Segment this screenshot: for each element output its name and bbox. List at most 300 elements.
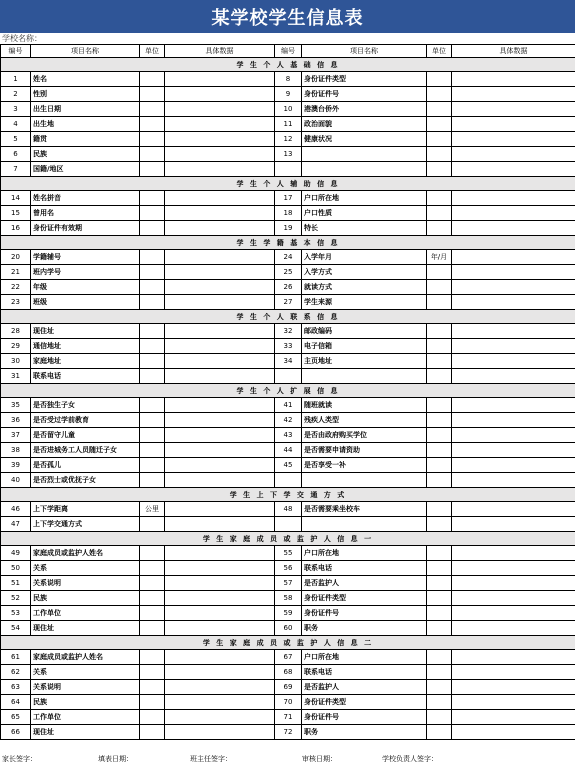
item-name: 出生地 xyxy=(31,117,140,132)
table-row xyxy=(1,369,575,384)
item-name: 曾用名 xyxy=(31,206,140,221)
table-row xyxy=(1,295,575,310)
item-name: 年级 xyxy=(31,280,140,295)
item-name: 通信地址 xyxy=(31,339,140,354)
item-value-cell[interactable] xyxy=(165,369,275,384)
item-number: 40 xyxy=(1,473,31,488)
item-value-cell[interactable] xyxy=(165,650,275,665)
parent-signature-label: 家长签字： xyxy=(2,755,37,763)
item-unit xyxy=(427,191,452,206)
item-name: 是否享受一补 xyxy=(302,458,427,473)
item-unit xyxy=(427,221,452,236)
item-value-cell[interactable] xyxy=(165,458,275,473)
table-row xyxy=(1,147,575,162)
header-item: 项目名称 xyxy=(302,45,427,58)
item-name: 上下学距离 xyxy=(31,502,140,517)
item-name: 职务 xyxy=(302,725,427,740)
item-name: 现住址 xyxy=(31,324,140,339)
item-name: 民族 xyxy=(31,695,140,710)
item-name: 家庭地址 xyxy=(31,354,140,369)
table-row xyxy=(1,265,575,280)
table-row xyxy=(1,102,575,117)
item-number xyxy=(275,473,302,488)
table-row xyxy=(1,710,575,725)
item-value-cell[interactable] xyxy=(452,443,575,458)
item-number: 8 xyxy=(275,72,302,87)
item-value-cell[interactable] xyxy=(452,695,575,710)
item-unit xyxy=(427,576,452,591)
item-unit xyxy=(427,473,452,488)
item-name: 邮政编码 xyxy=(302,324,427,339)
item-unit xyxy=(140,339,165,354)
item-number: 35 xyxy=(1,398,31,413)
item-value-cell[interactable] xyxy=(452,147,575,162)
item-unit xyxy=(140,265,165,280)
item-name: 是否孤儿 xyxy=(31,458,140,473)
item-number: 29 xyxy=(1,339,31,354)
item-name: 随班就读 xyxy=(302,398,427,413)
item-value-cell[interactable] xyxy=(165,473,275,488)
item-name: 工作单位 xyxy=(31,606,140,621)
item-number: 47 xyxy=(1,517,31,532)
item-number: 28 xyxy=(1,324,31,339)
table-row xyxy=(1,725,575,740)
item-unit xyxy=(140,561,165,576)
item-unit xyxy=(427,458,452,473)
item-value-cell[interactable] xyxy=(165,354,275,369)
item-value-cell[interactable] xyxy=(165,265,275,280)
item-name: 籍贯 xyxy=(31,132,140,147)
item-number: 3 xyxy=(1,102,31,117)
item-unit xyxy=(427,339,452,354)
item-value-cell[interactable] xyxy=(165,191,275,206)
item-value-cell[interactable] xyxy=(165,695,275,710)
item-unit xyxy=(427,443,452,458)
table-row xyxy=(1,250,575,265)
item-name xyxy=(302,369,427,384)
section-header xyxy=(1,310,575,324)
item-unit xyxy=(427,695,452,710)
section-title: 学 生 个 人 基 础 信 息 xyxy=(1,58,575,72)
item-value-cell[interactable] xyxy=(452,102,575,117)
item-name: 户口所在地 xyxy=(302,191,427,206)
item-unit xyxy=(140,191,165,206)
item-name: 现住址 xyxy=(31,725,140,740)
item-number: 66 xyxy=(1,725,31,740)
item-value-cell[interactable] xyxy=(165,561,275,576)
item-unit xyxy=(427,117,452,132)
item-value-cell[interactable] xyxy=(452,665,575,680)
item-number: 54 xyxy=(1,621,31,636)
item-value-cell[interactable] xyxy=(165,72,275,87)
item-unit xyxy=(140,680,165,695)
section-header xyxy=(1,532,575,546)
item-name: 关系 xyxy=(31,665,140,680)
section-header xyxy=(1,177,575,191)
item-value-cell[interactable] xyxy=(165,502,275,517)
item-name: 关系说明 xyxy=(31,680,140,695)
table-row xyxy=(1,458,575,473)
item-unit xyxy=(140,147,165,162)
item-number: 34 xyxy=(275,354,302,369)
item-unit xyxy=(427,517,452,532)
item-value-cell[interactable] xyxy=(165,517,275,532)
item-value-cell[interactable] xyxy=(165,324,275,339)
header-unit: 单位 xyxy=(427,45,452,58)
item-value-cell[interactable] xyxy=(452,369,575,384)
item-value-cell[interactable] xyxy=(165,680,275,695)
item-number: 59 xyxy=(275,606,302,621)
item-value-cell[interactable] xyxy=(165,546,275,561)
item-value-cell[interactable] xyxy=(452,591,575,606)
item-number: 13 xyxy=(275,147,302,162)
item-number: 62 xyxy=(1,665,31,680)
item-value-cell[interactable] xyxy=(452,324,575,339)
item-number: 10 xyxy=(275,102,302,117)
section-header xyxy=(1,636,575,650)
table-row xyxy=(1,354,575,369)
item-number: 30 xyxy=(1,354,31,369)
item-unit xyxy=(427,72,452,87)
item-number: 56 xyxy=(275,561,302,576)
item-value-cell[interactable] xyxy=(165,295,275,310)
item-number xyxy=(275,162,302,177)
item-name: 是否进城务工人员随迁子女 xyxy=(31,443,140,458)
item-value-cell[interactable] xyxy=(165,162,275,177)
item-number xyxy=(275,369,302,384)
item-value-cell[interactable] xyxy=(165,339,275,354)
item-number: 11 xyxy=(275,117,302,132)
item-unit xyxy=(140,413,165,428)
item-value-cell[interactable] xyxy=(452,517,575,532)
item-name: 残疾人类型 xyxy=(302,413,427,428)
item-name: 工作单位 xyxy=(31,710,140,725)
teacher-signature-label: 班主任签字： xyxy=(190,755,232,763)
item-value-cell[interactable] xyxy=(452,117,575,132)
item-unit xyxy=(427,162,452,177)
item-unit xyxy=(427,413,452,428)
item-unit xyxy=(427,561,452,576)
item-number: 65 xyxy=(1,710,31,725)
table-row xyxy=(1,606,575,621)
section-title: 学 生 个 人 辅 助 信 息 xyxy=(1,177,575,191)
item-value-cell[interactable] xyxy=(165,725,275,740)
table-row xyxy=(1,324,575,339)
item-number: 25 xyxy=(275,265,302,280)
item-number: 41 xyxy=(275,398,302,413)
item-name: 联系电话 xyxy=(302,561,427,576)
item-name: 学籍辅号 xyxy=(31,250,140,265)
table-row xyxy=(1,413,575,428)
item-unit xyxy=(427,502,452,517)
item-name: 电子信箱 xyxy=(302,339,427,354)
item-value-cell[interactable] xyxy=(165,206,275,221)
item-unit xyxy=(427,132,452,147)
item-unit xyxy=(427,147,452,162)
item-unit xyxy=(427,710,452,725)
table-row xyxy=(1,162,575,177)
item-name: 关系 xyxy=(31,561,140,576)
item-value-cell[interactable] xyxy=(165,606,275,621)
item-unit xyxy=(140,369,165,384)
item-value-cell[interactable] xyxy=(165,147,275,162)
item-value-cell[interactable] xyxy=(452,250,575,265)
item-name: 班级 xyxy=(31,295,140,310)
item-value-cell[interactable] xyxy=(452,428,575,443)
section-title: 学 生 家 庭 成 员 或 监 护 人 信 息 二 xyxy=(1,636,575,650)
item-value-cell[interactable] xyxy=(452,265,575,280)
item-value-cell[interactable] xyxy=(165,280,275,295)
item-number: 22 xyxy=(1,280,31,295)
table-row xyxy=(1,680,575,695)
header-value: 具体数据 xyxy=(165,45,275,58)
item-name: 姓名 xyxy=(31,72,140,87)
table-row xyxy=(1,621,575,636)
table-row xyxy=(1,280,575,295)
table-row xyxy=(1,132,575,147)
item-name: 是否需要乘坐校车 xyxy=(302,502,427,517)
item-name: 国籍/地区 xyxy=(31,162,140,177)
item-unit xyxy=(427,591,452,606)
item-number: 63 xyxy=(1,680,31,695)
item-name: 身份证件号 xyxy=(302,710,427,725)
item-value-cell[interactable] xyxy=(165,413,275,428)
item-number: 9 xyxy=(275,87,302,102)
item-value-cell[interactable] xyxy=(165,398,275,413)
item-unit xyxy=(427,87,452,102)
item-number: 27 xyxy=(275,295,302,310)
item-name: 学生来源 xyxy=(302,295,427,310)
item-value-cell[interactable] xyxy=(452,710,575,725)
item-name: 家庭成员或监护人姓名 xyxy=(31,650,140,665)
item-name: 关系说明 xyxy=(31,576,140,591)
item-number: 39 xyxy=(1,458,31,473)
header-unit: 单位 xyxy=(140,45,165,58)
item-value-cell[interactable] xyxy=(452,725,575,740)
item-number: 21 xyxy=(1,265,31,280)
table-row xyxy=(1,650,575,665)
item-name: 职务 xyxy=(302,621,427,636)
item-unit xyxy=(140,87,165,102)
table-row xyxy=(1,87,575,102)
item-unit xyxy=(427,369,452,384)
header-no: 编号 xyxy=(275,45,302,58)
item-unit xyxy=(427,354,452,369)
item-number: 69 xyxy=(275,680,302,695)
item-number: 17 xyxy=(275,191,302,206)
item-unit xyxy=(140,72,165,87)
item-number: 18 xyxy=(275,206,302,221)
item-unit xyxy=(427,206,452,221)
item-name: 身份证件号 xyxy=(302,87,427,102)
table-row xyxy=(1,398,575,413)
item-value-cell[interactable] xyxy=(452,280,575,295)
section-header xyxy=(1,58,575,72)
item-number: 32 xyxy=(275,324,302,339)
item-value-cell[interactable] xyxy=(165,665,275,680)
signature-footer xyxy=(0,752,575,766)
item-value-cell[interactable] xyxy=(165,443,275,458)
item-number: 55 xyxy=(275,546,302,561)
school-name-label: 学校名称： xyxy=(2,34,42,43)
item-unit xyxy=(140,398,165,413)
item-name: 健康状况 xyxy=(302,132,427,147)
item-number: 51 xyxy=(1,576,31,591)
item-value-cell[interactable] xyxy=(452,206,575,221)
item-name: 是否监护人 xyxy=(302,576,427,591)
info-table xyxy=(0,44,575,740)
item-name: 特长 xyxy=(302,221,427,236)
item-number: 38 xyxy=(1,443,31,458)
item-value-cell[interactable] xyxy=(165,132,275,147)
item-value-cell[interactable] xyxy=(452,413,575,428)
item-unit xyxy=(427,102,452,117)
item-value-cell[interactable] xyxy=(452,398,575,413)
item-name: 是否留守儿童 xyxy=(31,428,140,443)
item-value-cell[interactable] xyxy=(452,191,575,206)
item-number: 36 xyxy=(1,413,31,428)
item-value-cell[interactable] xyxy=(452,606,575,621)
item-name: 户口性质 xyxy=(302,206,427,221)
table-row xyxy=(1,191,575,206)
item-unit xyxy=(140,428,165,443)
item-name: 户口所在地 xyxy=(302,546,427,561)
section-title: 学 生 个 人 联 系 信 息 xyxy=(1,310,575,324)
item-value-cell[interactable] xyxy=(452,87,575,102)
item-number: 70 xyxy=(275,695,302,710)
item-number: 19 xyxy=(275,221,302,236)
item-number: 68 xyxy=(275,665,302,680)
item-number: 71 xyxy=(275,710,302,725)
section-title: 学 生 家 庭 成 员 或 监 护 人 信 息 一 xyxy=(1,532,575,546)
item-unit xyxy=(140,162,165,177)
table-row xyxy=(1,206,575,221)
item-value-cell[interactable] xyxy=(452,221,575,236)
item-value-cell[interactable] xyxy=(452,546,575,561)
table-row xyxy=(1,576,575,591)
item-name xyxy=(302,517,427,532)
item-value-cell[interactable] xyxy=(165,428,275,443)
item-number: 33 xyxy=(275,339,302,354)
item-name: 联系电话 xyxy=(302,665,427,680)
item-name: 是否监护人 xyxy=(302,680,427,695)
item-value-cell[interactable] xyxy=(452,72,575,87)
item-name: 班内学号 xyxy=(31,265,140,280)
item-value-cell[interactable] xyxy=(452,132,575,147)
item-value-cell[interactable] xyxy=(165,710,275,725)
table-row xyxy=(1,546,575,561)
item-number: 50 xyxy=(1,561,31,576)
item-value-cell[interactable] xyxy=(452,621,575,636)
header-row xyxy=(1,45,575,58)
item-name: 姓名拼音 xyxy=(31,191,140,206)
item-name: 身份证件号 xyxy=(302,606,427,621)
item-number: 43 xyxy=(275,428,302,443)
item-number: 60 xyxy=(275,621,302,636)
item-number: 31 xyxy=(1,369,31,384)
item-value-cell[interactable] xyxy=(165,87,275,102)
item-value-cell[interactable] xyxy=(452,162,575,177)
item-number: 2 xyxy=(1,87,31,102)
item-number: 16 xyxy=(1,221,31,236)
item-name: 性别 xyxy=(31,87,140,102)
item-unit: 公里 xyxy=(140,502,165,517)
item-unit xyxy=(140,324,165,339)
item-name: 主页地址 xyxy=(302,354,427,369)
item-number: 45 xyxy=(275,458,302,473)
table-row xyxy=(1,561,575,576)
item-unit xyxy=(140,621,165,636)
item-value-cell[interactable] xyxy=(452,295,575,310)
item-unit xyxy=(427,295,452,310)
item-name xyxy=(302,147,427,162)
item-unit xyxy=(140,221,165,236)
item-value-cell[interactable] xyxy=(165,221,275,236)
table-row xyxy=(1,72,575,87)
item-unit xyxy=(140,546,165,561)
section-title: 学 生 上 下 学 交 通 方 式 xyxy=(1,488,575,502)
item-unit xyxy=(427,546,452,561)
table-row xyxy=(1,473,575,488)
item-value-cell[interactable] xyxy=(452,354,575,369)
item-value-cell[interactable] xyxy=(452,650,575,665)
table-row xyxy=(1,339,575,354)
table-row xyxy=(1,517,575,532)
item-name: 政治面貌 xyxy=(302,117,427,132)
table-row xyxy=(1,428,575,443)
item-value-cell[interactable] xyxy=(452,473,575,488)
item-number: 20 xyxy=(1,250,31,265)
item-number: 57 xyxy=(275,576,302,591)
item-value-cell[interactable] xyxy=(165,576,275,591)
item-number: 48 xyxy=(275,502,302,517)
principal-signature-label: 学校负责人签字： xyxy=(382,755,438,763)
item-name: 民族 xyxy=(31,147,140,162)
section-header xyxy=(1,488,575,502)
item-number: 6 xyxy=(1,147,31,162)
item-value-cell[interactable] xyxy=(452,576,575,591)
item-value-cell[interactable] xyxy=(452,458,575,473)
table-row xyxy=(1,221,575,236)
item-value-cell[interactable] xyxy=(452,561,575,576)
item-unit xyxy=(140,295,165,310)
table-row xyxy=(1,443,575,458)
item-value-cell[interactable] xyxy=(165,102,275,117)
item-number: 24 xyxy=(275,250,302,265)
item-name: 身份证件有效期 xyxy=(31,221,140,236)
item-name: 是否需要申请资助 xyxy=(302,443,427,458)
item-number: 44 xyxy=(275,443,302,458)
item-value-cell[interactable] xyxy=(165,591,275,606)
item-unit xyxy=(140,117,165,132)
item-name: 是否烈士或优抚子女 xyxy=(31,473,140,488)
item-value-cell[interactable] xyxy=(452,680,575,695)
item-value-cell[interactable] xyxy=(452,502,575,517)
item-value-cell[interactable] xyxy=(165,621,275,636)
fill-date-label: 填表日期： xyxy=(98,755,133,763)
item-value-cell[interactable] xyxy=(165,117,275,132)
item-unit xyxy=(140,606,165,621)
item-name: 身份证件类型 xyxy=(302,695,427,710)
table-row xyxy=(1,591,575,606)
item-number: 15 xyxy=(1,206,31,221)
item-value-cell[interactable] xyxy=(165,250,275,265)
item-name: 就读方式 xyxy=(302,280,427,295)
section-header xyxy=(1,384,575,398)
form-title: 某学校学生信息表 xyxy=(0,0,575,33)
item-value-cell[interactable] xyxy=(452,339,575,354)
item-unit xyxy=(427,265,452,280)
